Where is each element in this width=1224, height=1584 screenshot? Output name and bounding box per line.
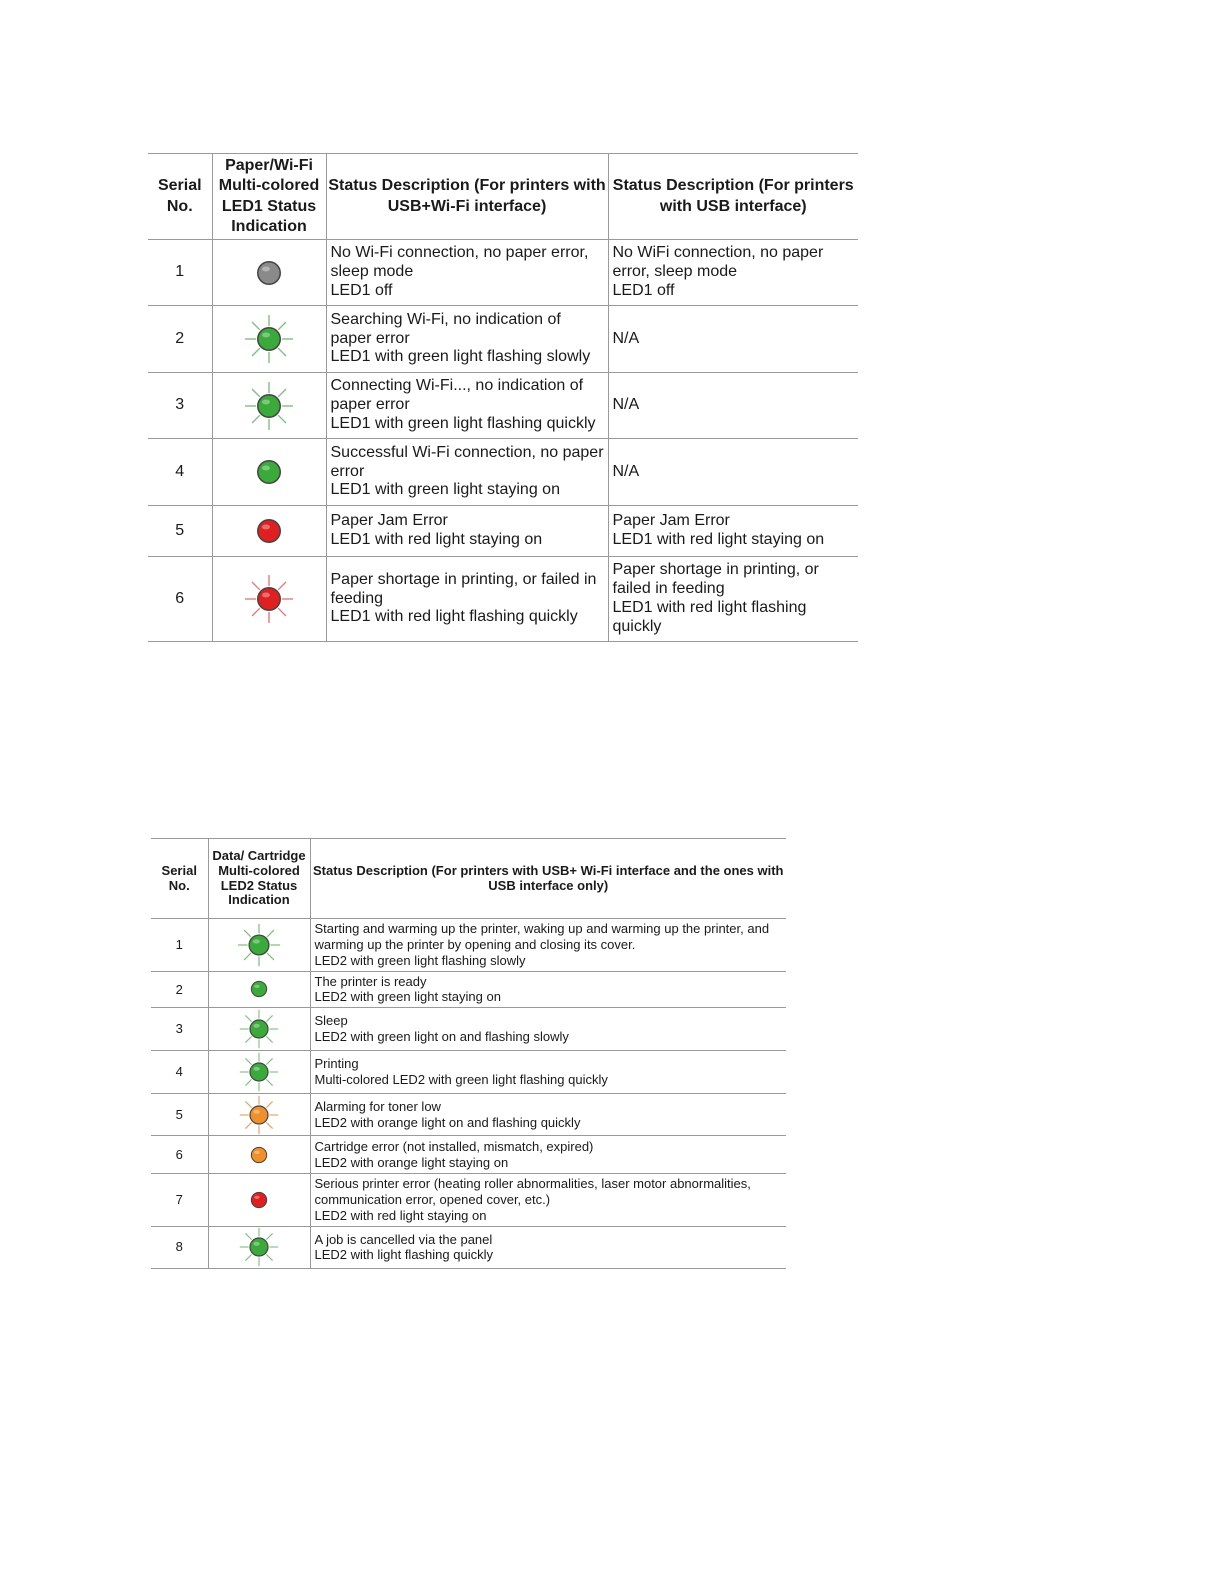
table-row bbox=[148, 439, 858, 506]
led-behavior-text: Multi-colored LED2 with green light flashing quickly bbox=[314, 1072, 608, 1088]
status-description bbox=[310, 1008, 786, 1051]
status-text: Paper shortage in printing, or failed in feeding bbox=[612, 561, 819, 598]
serial-header: Serial No. bbox=[157, 177, 202, 215]
status-text: Starting and warming up the printer, waking up and warming up the printer, and warming up the printer by opening and closing its cover. bbox=[314, 921, 770, 952]
table-row bbox=[148, 240, 858, 306]
serial-number: 7 bbox=[175, 1192, 183, 1208]
led1-status-table bbox=[148, 153, 858, 642]
led-behavior-text: LED2 with light flashing quickly bbox=[314, 1247, 493, 1263]
status-description bbox=[310, 919, 786, 972]
status-text: No Wi-Fi connection, no paper error, sleep mode bbox=[330, 244, 589, 281]
wifi-status-description bbox=[326, 439, 608, 506]
status-text: Printing bbox=[314, 1056, 359, 1072]
red-led-on-icon bbox=[212, 506, 326, 557]
green-led-flashing-icon bbox=[208, 919, 310, 972]
table-row bbox=[148, 306, 858, 373]
usb-status-description bbox=[608, 439, 858, 506]
usb-status-description bbox=[608, 306, 858, 373]
serial-number: 4 bbox=[175, 1064, 183, 1080]
table-row bbox=[148, 506, 858, 557]
orange-led-on-icon bbox=[208, 1136, 310, 1174]
table-header-row bbox=[148, 154, 858, 240]
wifi-status-description bbox=[326, 557, 608, 642]
green-led-flashing-icon bbox=[208, 1226, 310, 1268]
led-behavior-text: LED1 with green light flashing slowly bbox=[330, 348, 591, 366]
serial-number: 4 bbox=[175, 462, 185, 480]
serial-number: 5 bbox=[175, 521, 185, 539]
led-behavior-text: LED1 with red light staying on bbox=[612, 531, 825, 548]
led-behavior-text: LED2 with orange light on and flashing quickly bbox=[314, 1114, 581, 1130]
status-text: Successful Wi-Fi connection, no paper error bbox=[330, 443, 604, 480]
led-behavior-text: LED1 with red light flashing quickly bbox=[330, 608, 578, 626]
status-text: A job is cancelled via the panel bbox=[314, 1231, 493, 1247]
status-text: Cartridge error (not installed, mismatch, expired) bbox=[314, 1138, 594, 1154]
serial-number: 5 bbox=[175, 1106, 183, 1122]
led-behavior-text: LED1 with green light flashing quickly bbox=[330, 414, 596, 432]
status-text: N/A bbox=[612, 396, 640, 414]
table-row bbox=[148, 557, 858, 642]
table-row bbox=[151, 919, 786, 972]
status-description bbox=[310, 1051, 786, 1094]
serial-number: 3 bbox=[175, 396, 185, 414]
table-row bbox=[148, 373, 858, 439]
status-description bbox=[310, 1226, 786, 1268]
serial-number: 1 bbox=[175, 263, 185, 281]
green-led-flashing-icon bbox=[212, 373, 326, 439]
status-text: Paper shortage in printing, or failed in feeding bbox=[330, 570, 597, 607]
red-led-flashing-icon bbox=[212, 557, 326, 642]
wifi-status-description bbox=[326, 306, 608, 373]
usb-status-description bbox=[608, 557, 858, 642]
serial-number: 6 bbox=[175, 1146, 183, 1162]
serial-number: 8 bbox=[175, 1239, 183, 1255]
green-led-flashing-icon bbox=[208, 1051, 310, 1094]
led-behavior-text: LED1 off bbox=[612, 281, 675, 299]
usb-status-description bbox=[608, 240, 858, 306]
table-row bbox=[151, 1136, 786, 1174]
grey-led-off-icon bbox=[212, 240, 326, 306]
table-row bbox=[151, 1094, 786, 1136]
led-behavior-text: LED2 with green light staying on bbox=[314, 989, 501, 1005]
status-text: Paper Jam Error bbox=[612, 512, 730, 530]
table-row bbox=[151, 971, 786, 1008]
status-text: The printer is ready bbox=[314, 973, 427, 989]
status-text: Alarming for toner low bbox=[314, 1098, 441, 1114]
green-led-flashing-icon bbox=[208, 1008, 310, 1051]
wifi-description-header: Status Description (For printers with USB+Wi-Fi interface) bbox=[326, 154, 608, 240]
serial-number: 3 bbox=[175, 1021, 183, 1037]
led1-indication-header: Paper/Wi-Fi Multi-colored LED1 Status Indication bbox=[212, 154, 326, 240]
serial-number: 2 bbox=[175, 329, 185, 347]
status-text: Serious printer error (heating roller abnormalities, laser motor abnormalities, communication error, opened cover, etc.) bbox=[314, 1176, 751, 1208]
led-behavior-text: LED1 off bbox=[330, 281, 393, 299]
status-text: N/A bbox=[612, 462, 640, 480]
wifi-status-description bbox=[326, 506, 608, 557]
status-text: N/A bbox=[612, 329, 640, 347]
usb-status-description bbox=[608, 373, 858, 439]
status-description bbox=[310, 1136, 786, 1174]
wifi-status-description bbox=[326, 373, 608, 439]
usb-description-header: Status Description (For printers with USB interface) bbox=[608, 154, 858, 240]
led2-status-table bbox=[151, 838, 786, 1269]
usb-status-description bbox=[608, 506, 858, 557]
green-led-on-icon bbox=[212, 439, 326, 506]
serial-number: 1 bbox=[175, 936, 183, 952]
status-text: No WiFi connection, no paper error, sleep mode bbox=[612, 244, 824, 281]
status-description bbox=[310, 1174, 786, 1227]
status-text: Paper Jam Error bbox=[330, 512, 448, 530]
table-row bbox=[151, 1174, 786, 1227]
wifi-status-description bbox=[326, 240, 608, 306]
table-row bbox=[151, 1226, 786, 1268]
status-text: Sleep bbox=[314, 1013, 348, 1029]
orange-led-flashing-icon bbox=[208, 1094, 310, 1136]
status-description-header: Status Description (For printers with USB+ Wi-Fi interface and the ones with USB interface only) bbox=[310, 839, 786, 919]
serial-number: 6 bbox=[175, 589, 185, 607]
led-behavior-text: LED2 with green light flashing slowly bbox=[314, 952, 526, 968]
table-header-row bbox=[151, 839, 786, 919]
led-behavior-text: LED2 with orange light staying on bbox=[314, 1154, 509, 1170]
led-behavior-text: LED2 with red light staying on bbox=[314, 1208, 487, 1224]
green-led-flashing-icon bbox=[212, 306, 326, 373]
status-description bbox=[310, 1094, 786, 1136]
led2-indication-header: Data/ Cartridge Multi-colored LED2 Status Indication bbox=[208, 839, 310, 919]
led-behavior-text: LED1 with red light flashing quickly bbox=[612, 599, 807, 635]
table-row bbox=[151, 1008, 786, 1051]
status-text: Connecting Wi-Fi..., no indication of paper error bbox=[330, 377, 584, 414]
green-led-on-icon bbox=[208, 971, 310, 1008]
status-text: Searching Wi-Fi, no indication of paper error bbox=[330, 310, 561, 347]
led-behavior-text: LED1 with red light staying on bbox=[330, 531, 543, 548]
table-row bbox=[151, 1051, 786, 1094]
red-led-on-icon bbox=[208, 1174, 310, 1227]
status-description bbox=[310, 971, 786, 1008]
led-behavior-text: LED1 with green light staying on bbox=[330, 481, 560, 499]
serial-number: 2 bbox=[175, 981, 183, 997]
led-behavior-text: LED2 with green light on and flashing slowly bbox=[314, 1029, 569, 1045]
serial-header: Serial No. bbox=[161, 862, 197, 893]
